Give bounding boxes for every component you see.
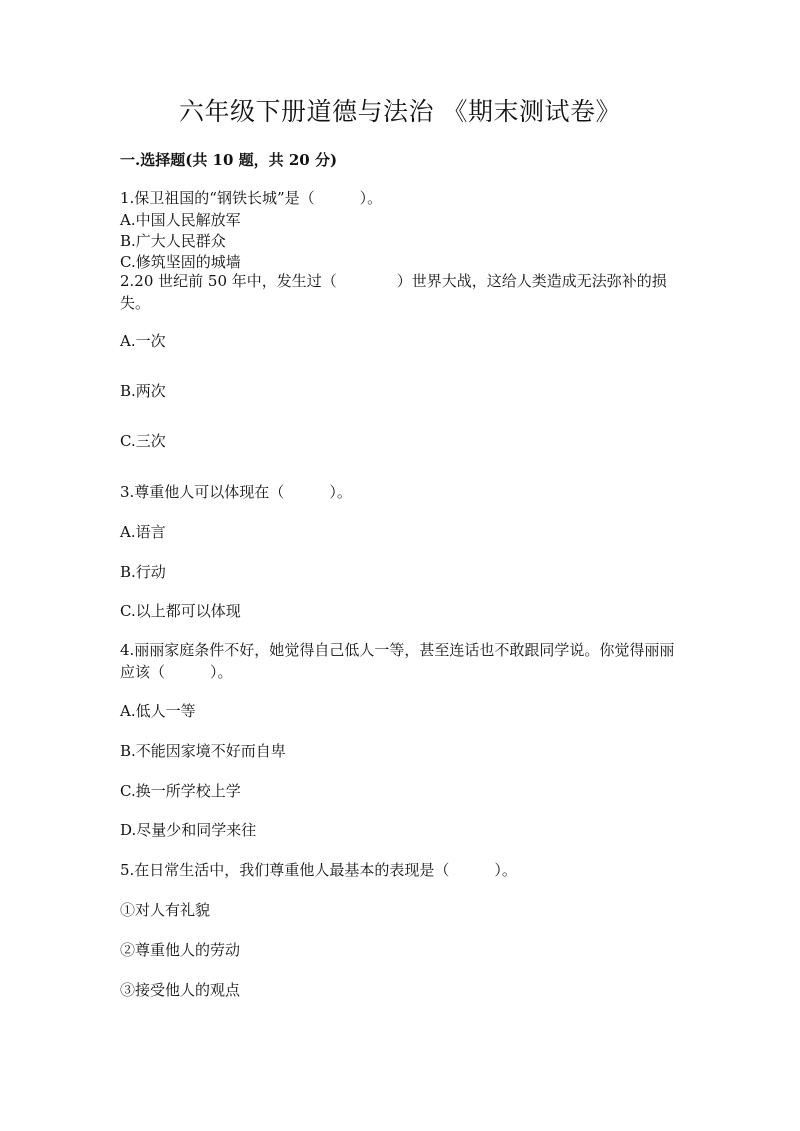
question-1-option-a: A.中国人民解放军 [120,211,241,229]
question-5-option-3: ③接受他人的观点 [120,981,241,999]
question-4-option-b: B.不能因家境不好而自卑 [120,742,286,760]
question-2-option-a: A.一次 [120,332,166,350]
question-1-option-b: B.广大人民群众 [120,232,226,250]
question-2-stem: 2.20 世纪前 50 年中，发生过（ ）世界大战，这给人类造成无法弥补的损失。 [120,272,667,312]
question-1-stem: 1.保卫祖国的“钢铁长城”是（ ）。 [120,189,383,207]
question-4-option-a: A.低人一等 [120,702,196,720]
question-4-option-c: C.换一所学校上学 [120,782,241,800]
question-5-option-2: ②尊重他人的劳动 [120,941,241,959]
question-1-option-c: C.修筑坚固的城墙 [120,253,241,271]
question-3-option-a: A.语言 [120,523,166,541]
question-5-stem: 5.在日常生活中，我们尊重他人最基本的表现是（ ）。 [120,861,517,879]
section-heading: 一.选择题(共 10 题，共 20 分) [120,151,338,169]
question-3-option-b: B.行动 [120,563,166,581]
question-3-stem: 3.尊重他人可以体现在（ ）。 [120,483,352,501]
question-2-option-b: B.两次 [120,382,166,400]
question-4-option-d: D.尽量少和同学来往 [120,821,257,839]
question-5-option-1: ①对人有礼貌 [120,901,211,919]
question-2-option-c: C.三次 [120,432,166,450]
document-title: 六年级下册道德与法治 《期末测试卷》 [179,97,621,126]
question-4-stem: 4.丽丽家庭条件不好，她觉得自己低人一等，甚至连话也不敢跟同学说。你觉得丽丽应该（ ）。 [120,641,675,681]
question-3-option-c: C.以上都可以体现 [120,602,241,620]
